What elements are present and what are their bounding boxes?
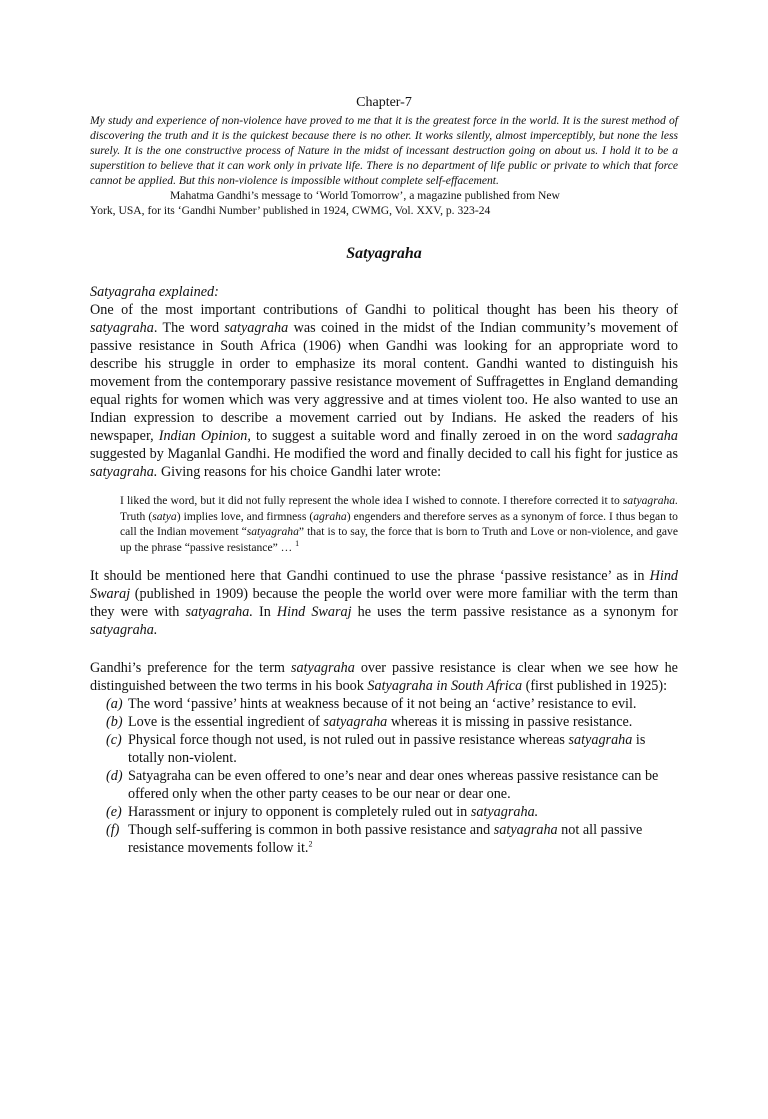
list-item: (d) Satyagraha can be even offered to one’s near and dear ones whereas passive resistance can be offered only when the other party ceases to be our near or dear one. [106,768,659,802]
distinction-list [90,695,678,857]
footnote-marker-2[interactable]: 2 [308,839,313,849]
document-page [0,95,768,1119]
list-item: (e) Harassment or injury to opponent is completely ruled out in satyagraha. [106,804,539,820]
subheading: Satyagraha explained: [90,284,219,300]
block-quote: I liked the word, but it did not fully represent the whole idea I wished to connote. I therefore corrected it to satyagraha. Truth (satya) implies love, and firmness (agraha) engenders and therefore serves as a synonym of force. I thus began to call the Indian movement “satyagraha” that is to say, the force that is born to Truth and Love or non-violence, and gave up the phrase “passive resistance” … $^1$ [120,494,678,554]
list-item: (a) The word ‘passive’ hints at weakness because of it not being an ‘active’ resistance to evil. [106,696,637,712]
attribution-line-2: York, USA, for its ‘Gandhi Number’ published in 1924, CWMG, Vol. XXV, p. 323-24 [90,204,491,217]
section-title: Satyagraha [346,245,422,262]
attribution-line-1: Mahatma Gandhi’s message to ‘World Tomorrow’, a magazine published from New [170,189,560,202]
list-item: (b) Love is the essential ingredient of satyagraha whereas it is missing in passive resistance. [106,714,633,730]
footnote-marker-1[interactable]: 1 [295,538,300,548]
list-item: (c) Physical force though not used, is not ruled out in passive resistance whereas satyagraha is totally non-violent. [106,732,646,766]
chapter-heading: Chapter-7 [356,95,412,110]
paragraph-intro: One of the most important contributions of Gandhi to political thought has been his theory of satyagraha. The word satyagraha was coined in the midst of the Indian community’s movement of passive resistance in South Africa (1906) when Gandhi was looking for an appropriate word to describe his struggle in order to emphasize its moral content. Gandhi wanted to distinguish his movement from the contemporary passive resistance movement of Suffragettes in England demanding equal rights for women which was very aggressive and at times violent too. He also wanted to use an Indian expression to describe a movement carried out by Indians. He asked the readers of his newspaper, Indian Opinion, to suggest a suitable word and finally zeroed in on the word sadagraha suggested by Maganlal Gandhi. He modified the word and finally decided to call his fight for justice as satyagraha. Giving reasons for his choice Gandhi later wrote: [90,302,678,480]
list-item: (f) Though self-suffering is common in both passive resistance and satyagraha not all passive resistance movements follow it.$^2$ [106,822,643,856]
paragraph-preference: Gandhi’s preference for the term satyagraha over passive resistance is clear when we see how he distinguished between the two terms in his book Satyagraha in South Africa (first published in 1925): [90,660,678,694]
epigraph-quote: My study and experience of non-violence have proved to me that it is the greatest force in the world. It is the surest method of discovering the truth and it is the quickest because there is no other. It works silently, almost imperceptibly, but none the less surely. It is the one constructive process of Nature in the midst of incessant destruction going on about us. I hold it to be a superstition to believe that it can work only in private life. There is no department of life public or private to which that force cannot be applied. But this non-violence is impossible without complete self-effacement. [90,114,678,187]
epigraph-attribution [90,188,678,218]
paragraph-hind-swaraj: It should be mentioned here that Gandhi continued to use the phrase ‘passive resistance’ as in Hind Swaraj (published in 1909) because the people the world over were more familiar with the term than they were with satyagraha. In Hind Swaraj he uses the term passive resistance as a synonym for satyagraha. [90,568,678,638]
